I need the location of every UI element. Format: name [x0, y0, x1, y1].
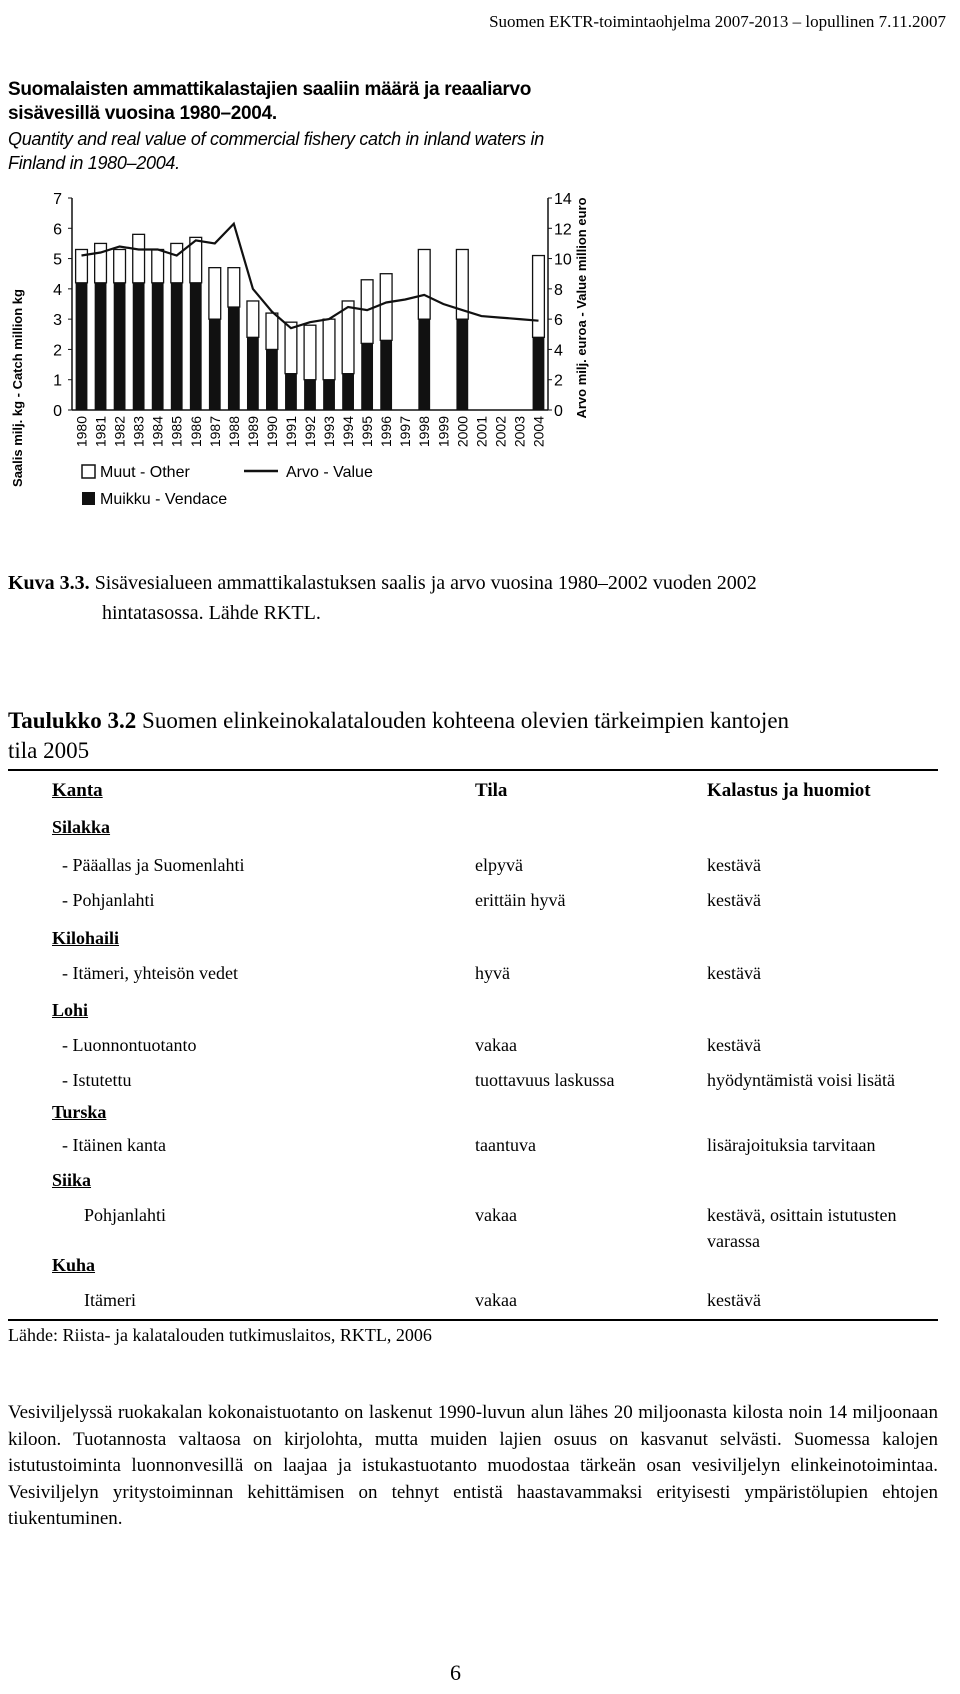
row-tila: vakaa — [475, 1035, 517, 1055]
group-siika: Siika — [52, 1170, 92, 1190]
x-tick-label: 1999 — [435, 416, 452, 448]
x-tick-label: 2003 — [511, 416, 528, 448]
x-tick-label: 1993 — [321, 416, 338, 448]
y-left-tick-label: 4 — [53, 281, 62, 299]
figure-caption — [8, 568, 938, 628]
bar-other — [95, 243, 107, 282]
table-title — [8, 706, 938, 766]
table-title-line2: tila 2005 — [8, 738, 90, 763]
bar-other — [285, 322, 297, 373]
row-kalastus: kestävä — [707, 1035, 761, 1055]
bar-other — [418, 249, 430, 319]
y-axis-left-label: Saalis milj. kg - Catch million kg — [10, 289, 25, 487]
bar-vendace — [285, 374, 297, 410]
x-tick-label: 2001 — [473, 416, 490, 448]
table-label: Taulukko 3.2 — [8, 708, 137, 733]
table-top-rule — [8, 769, 938, 771]
x-tick-label: 1980 — [73, 416, 90, 448]
legend-other-swatch — [82, 465, 95, 478]
row-kalastus: kestävä, osittain istutusten — [707, 1205, 897, 1225]
x-tick-label: 2002 — [492, 416, 509, 448]
col-header-tila: Tila — [475, 780, 508, 801]
bar-vendace — [190, 283, 202, 410]
row-tila: vakaa — [475, 1290, 517, 1310]
x-tick-label: 2004 — [530, 416, 547, 448]
legend-vendace-swatch — [82, 492, 95, 505]
table-title-line1: Suomen elinkeinokalatalouden kohteena olevien tärkeimpien kantojen — [142, 708, 790, 733]
row-label: - Itämeri, yhteisön vedet — [62, 963, 238, 983]
row-label: - Luonnontuotanto — [62, 1035, 197, 1055]
bar-vendace — [342, 374, 354, 410]
bar-vendace — [209, 319, 221, 410]
group-lohi: Lohi — [52, 1000, 89, 1020]
body-paragraph: Vesiviljelyssä ruokakalan kokonaistuotanto on laskenut 1990-luvun alun lähes 20 miljoonasta kilosta noin 14 miljoonaan kiloon. Tuotannosta valtaosa on kirjolohta, mutta muiden lajien osuus on kasvanut selvästi. Suomessa kalojen istutustoiminta luonnonvesillä on laajaa ja istukastuotanto muodostaa tärkeän osan vesiviljelyn elinkeinotoimintaa. Vesiviljelyn yritystoiminnan kehittämisen on tehnyt entistä haastavammaksi erityisesti ympäristölupien ehtojen tiukentuminen. — [8, 1402, 938, 1529]
bar-other — [323, 319, 335, 380]
row-tila: hyvä — [475, 963, 510, 983]
bar-other — [133, 234, 145, 282]
legend-value-label: Arvo - Value — [286, 464, 373, 481]
x-tick-label: 1990 — [263, 416, 280, 448]
row-kalastus-cont: varassa — [707, 1231, 760, 1251]
bar-vendace — [228, 307, 240, 410]
bar-vendace — [114, 283, 126, 410]
x-tick-label: 1981 — [92, 416, 109, 448]
catch-chart — [0, 190, 640, 560]
y-right-tick-label: 12 — [554, 221, 572, 239]
bar-other — [171, 243, 183, 282]
page-header: Suomen EKTR-toimintaohjelma 2007-2013 – lopullinen 7.11.2007 — [489, 12, 946, 31]
legend — [82, 464, 373, 508]
y-left-tick-label: 3 — [53, 312, 62, 330]
row-kalastus: kestävä — [707, 890, 761, 910]
row-label: - Pääallas ja Suomenlahti — [62, 855, 245, 875]
row-kalastus: kestävä — [707, 855, 761, 875]
bar-vendace — [247, 337, 259, 410]
table-source: Lähde: Riista- ja kalatalouden tutkimuslaitos, RKTL, 2006 — [8, 1325, 432, 1345]
table-bottom-rule — [8, 1319, 938, 1321]
y-right-tick-label: 6 — [554, 312, 563, 330]
x-tick-label: 1998 — [416, 416, 433, 448]
bar-vendace — [361, 343, 373, 410]
group-kilohaili: Kilohaili — [52, 928, 120, 948]
y-left-tick-label: 5 — [53, 251, 62, 269]
x-tick-label: 1986 — [187, 416, 204, 448]
x-tick-label: 1995 — [359, 416, 376, 448]
value-line — [82, 224, 539, 329]
y-axis-right-label: Arvo milj. euroa - Value million euro — [574, 197, 589, 419]
figure-title: Suomalaisten ammattikalastajien saaliin määrä ja reaaliarvo sisävesillä vuosina 1980–2004. — [8, 79, 532, 124]
bar-other — [152, 249, 164, 282]
row-kalastus: kestävä — [707, 1290, 761, 1310]
y-right-tick-label: 8 — [554, 281, 563, 299]
row-tila: vakaa — [475, 1205, 517, 1225]
bar-other — [342, 301, 354, 374]
row-kalastus: lisärajoituksia tarvitaan — [707, 1135, 876, 1155]
y-left-tick-label: 2 — [53, 342, 62, 360]
bar-vendace — [456, 319, 468, 410]
bar-vendace — [152, 283, 164, 410]
page-number: 6 — [450, 1660, 461, 1685]
bar-other — [361, 280, 373, 344]
row-label: Pohjanlahti — [84, 1205, 166, 1225]
group-kuha: Kuha — [52, 1255, 96, 1275]
row-kalastus: kestävä — [707, 963, 761, 983]
y-left-tick-label: 1 — [53, 372, 62, 390]
bar-vendace — [171, 283, 183, 410]
x-tick-label: 1985 — [168, 416, 185, 448]
x-tick-label: 1988 — [225, 416, 242, 448]
x-tick-label: 1983 — [130, 416, 147, 448]
caption-line2: hintatasossa. Lähde RKTL. — [102, 602, 321, 624]
bar-other — [247, 301, 259, 337]
row-label: - Istutettu — [62, 1070, 132, 1090]
bar-vendace — [95, 283, 107, 410]
bar-vendace — [418, 319, 430, 410]
x-tick-label: 1984 — [149, 416, 166, 448]
bar-vendace — [266, 349, 278, 410]
bar-other — [209, 268, 221, 319]
row-tila: elpyvä — [475, 855, 523, 875]
col-header-kanta: Kanta — [52, 780, 103, 801]
legend-vendace-label: Muikku - Vendace — [100, 491, 228, 508]
y-left-tick-label: 7 — [53, 191, 62, 208]
y-right-tick-label: 10 — [554, 251, 572, 269]
row-tila: tuottavuus laskussa — [475, 1070, 615, 1090]
legend-other-label: Muut - Other — [100, 464, 190, 481]
x-tick-label: 1997 — [397, 416, 414, 448]
row-label: Itämeri — [84, 1290, 136, 1310]
figure-subtitle: Quantity and real value of commercial fishery catch in inland waters in Finland in 1980–2004. — [8, 129, 544, 173]
y-right-tick-label: 2 — [554, 372, 563, 390]
y-left-tick-label: 0 — [53, 403, 62, 420]
col-header-kalastus: Kalastus ja huomiot — [707, 780, 871, 801]
x-tick-label: 1991 — [282, 416, 299, 448]
bar-vendace — [304, 380, 316, 410]
row-kalastus: hyödyntämistä voisi lisätä — [707, 1070, 895, 1090]
y-right-tick-label: 14 — [554, 191, 572, 208]
bar-vendace — [533, 337, 545, 410]
row-label: - Itäinen kanta — [62, 1135, 166, 1155]
bar-other — [380, 274, 392, 341]
x-tick-label: 1987 — [206, 416, 223, 448]
caption-line1: Sisävesialueen ammattikalastuksen saalis ja arvo vuosina 1980–2002 vuoden 2002 — [94, 572, 757, 594]
bar-other — [304, 325, 316, 380]
bar-other — [266, 313, 278, 349]
caption-label: Kuva 3.3. — [8, 572, 90, 594]
group-silakka: Silakka — [52, 817, 111, 837]
bar-other — [228, 268, 240, 307]
y-left-tick-label: 6 — [53, 221, 62, 239]
x-tick-label: 1989 — [244, 416, 261, 448]
x-tick-label: 2000 — [454, 416, 471, 448]
bar-vendace — [76, 283, 88, 410]
bar-vendace — [133, 283, 145, 410]
x-tick-label: 1996 — [378, 416, 395, 448]
x-tick-label: 1994 — [340, 416, 357, 448]
y-right-tick-label: 4 — [554, 342, 563, 360]
row-label: - Pohjanlahti — [62, 890, 155, 910]
row-tila: taantuva — [475, 1135, 536, 1155]
x-tick-label: 1982 — [111, 416, 128, 448]
row-tila: erittäin hyvä — [475, 890, 566, 910]
bar-other — [114, 249, 126, 282]
group-turska: Turska — [52, 1102, 107, 1122]
bar-vendace — [323, 380, 335, 410]
x-tick-label: 1992 — [302, 416, 318, 448]
bar-vendace — [380, 340, 392, 410]
bar-other — [533, 256, 545, 338]
y-right-tick-label: 0 — [554, 403, 563, 420]
